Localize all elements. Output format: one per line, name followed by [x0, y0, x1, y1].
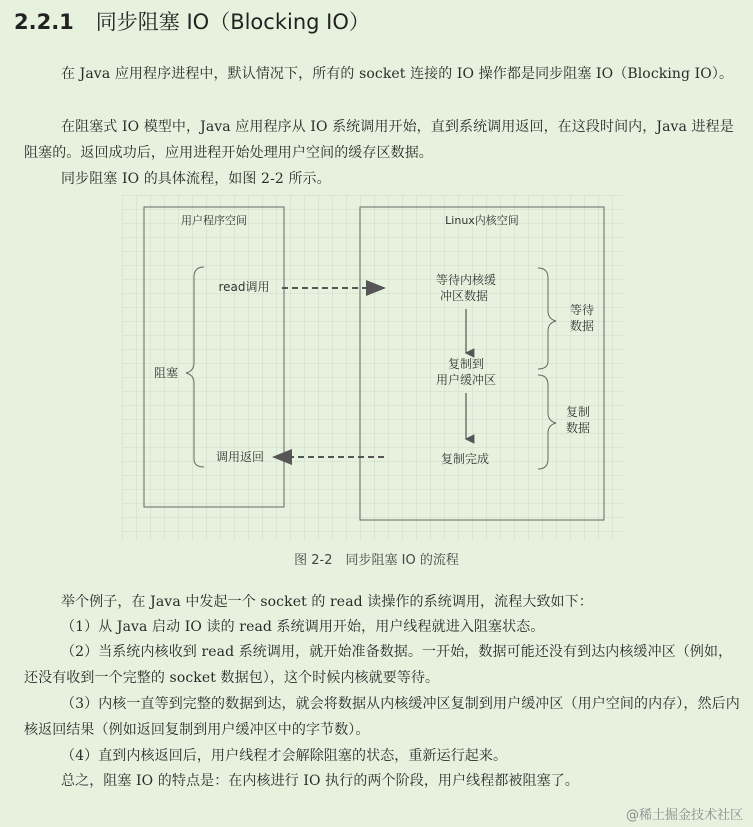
copy-to-user-line2: 用户缓冲区 [435, 373, 497, 387]
body-paragraph-3: （2）当系统内核收到 read 系统调用，就开始准备数据。一开始，数据可能还没有到达内核缓冲区（例如，还没有收到一个完整的 socket 数据包），这个时候内核就要等待。 [24, 644, 733, 686]
intro-paragraph-1: 在 Java 应用程序进程中，默认情况下，所有的 socket 连接的 IO 操作都是同步阻塞 IO（Blocking IO）。 [61, 66, 734, 82]
blocked-label: 阻塞 [153, 366, 179, 380]
section-heading [14, 6, 370, 36]
section-title: 同步阻塞 IO（Blocking IO） [95, 10, 370, 34]
wait-data-line2: 数据 [569, 319, 595, 333]
body-paragraph-6: 总之，阻塞 IO 的特点是：在内核进行 IO 执行的两个阶段，用户线程都被阻塞了。 [61, 773, 579, 789]
intro-paragraph-3: 同步阻塞 IO 的具体流程，如图 2-2 所示。 [61, 171, 331, 187]
body-paragraph-5: （4）直到内核返回后，用户线程才会解除阻塞的状态，重新运行起来。 [61, 748, 508, 764]
user-space-label: 用户程序空间 [181, 214, 247, 227]
call-return-label: 调用返回 [215, 450, 265, 464]
figure-caption: 图 2-2 同步阻塞 IO 的流程 [294, 553, 459, 568]
body-paragraph-4: （3）内核一直等到完整的数据到达，就会将数据从内核缓冲区复制到用户缓冲区（用户空间的内存），然后内核返回结果（例如返回复制到用户缓冲区中的字节数）。 [24, 696, 740, 738]
read-call-label: read调用 [218, 280, 270, 294]
copy-data-line2: 数据 [565, 421, 591, 435]
kernel-space-label: Linux内核空间 [445, 214, 519, 227]
blocking-io-diagram [122, 195, 624, 540]
wait-data-line1: 等待 [569, 303, 595, 317]
wait-kernel-buffer-line2: 冲区数据 [439, 289, 489, 303]
copy-to-user-line1: 复制到 [447, 357, 485, 371]
section-number: 2.2.1 [14, 10, 74, 34]
intro-paragraph-2: 在阻塞式 IO 模型中，Java 应用程序从 IO 系统调用开始，直到系统调用返回，在这段时间内，Java 进程是阻塞的。返回成功后，应用进程开始处理用户空间的缓存区数据。 [24, 119, 734, 161]
watermark: @稀土掘金技术社区 [625, 808, 743, 823]
wait-kernel-buffer-line1: 等待内核缓 [435, 273, 497, 287]
grid-background [122, 195, 624, 540]
body-paragraph-1: 举个例子，在 Java 中发起一个 socket 的 read 读操作的系统调用，流程大致如下： [61, 594, 593, 610]
copy-done-label: 复制完成 [440, 452, 490, 466]
body-paragraph-2: （1）从 Java 启动 IO 读的 read 系统调用开始，用户线程就进入阻塞状态。 [61, 619, 545, 635]
copy-data-line1: 复制 [565, 405, 591, 419]
